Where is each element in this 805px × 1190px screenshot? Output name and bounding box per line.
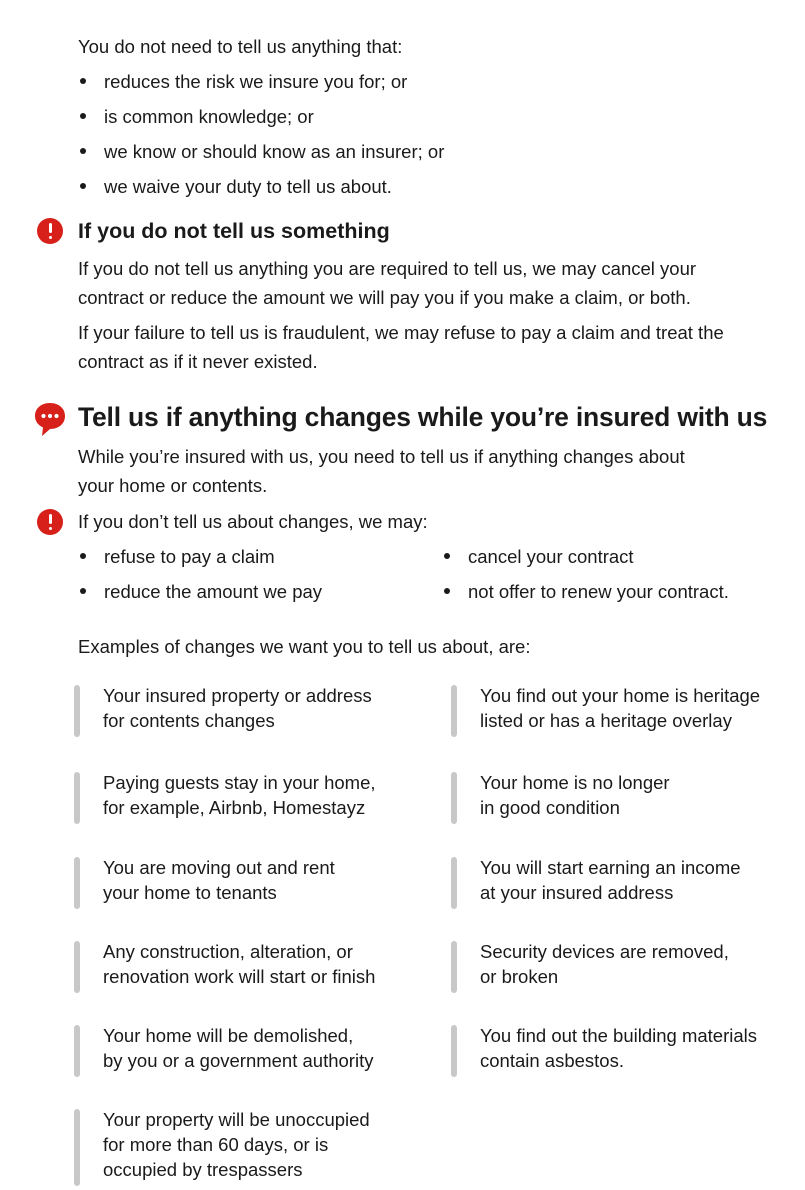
card-bar xyxy=(74,1025,80,1077)
card-bar xyxy=(74,857,80,909)
speech-bubble-icon xyxy=(33,401,67,439)
consequences-list-right xyxy=(442,542,729,612)
exclamation-circle-icon xyxy=(37,509,63,535)
list-item: reduces the risk we insure you for; or xyxy=(78,67,444,102)
example-card: You find out the building materials contain asbestos. xyxy=(451,1023,805,1073)
list-item: cancel your contract xyxy=(442,542,729,577)
changes-warning: If you don’t tell us about changes, we may: xyxy=(78,511,428,532)
card-bar xyxy=(74,685,80,737)
bullet-icon xyxy=(444,553,450,559)
list-item: is common knowledge; or xyxy=(78,102,444,137)
intro-lead: You do not need to tell us anything that: xyxy=(78,36,403,57)
bullet-icon xyxy=(444,588,450,594)
bullet-icon xyxy=(80,113,86,119)
changes-paragraph: While you’re insured with us, you need to tell us if anything changes about your home or contents. xyxy=(78,446,685,496)
list-item: we know or should know as an insurer; or xyxy=(78,137,444,172)
card-bar xyxy=(74,941,80,993)
card-bar xyxy=(451,941,457,993)
list-item: we waive your duty to tell us about. xyxy=(78,172,444,207)
card-bar xyxy=(451,1025,457,1077)
intro-list xyxy=(78,67,444,207)
consequences-list-left xyxy=(78,542,322,612)
example-card: You will start earning an income at your insured address xyxy=(451,855,805,905)
card-bar xyxy=(451,857,457,909)
example-card: Paying guests stay in your home, for example, Airbnb, Homestayz xyxy=(74,770,443,820)
example-card: Security devices are removed, or broken xyxy=(451,939,805,989)
list-item: refuse to pay a claim xyxy=(78,542,322,577)
example-card: Your insured property or address for contents changes xyxy=(74,683,443,733)
not-tell-paragraph-2: If your failure to tell us is fraudulent, we may refuse to pay a claim and treat the contract as if it never existed. xyxy=(78,322,724,372)
example-card: Your home will be demolished, by you or a government authority xyxy=(74,1023,443,1073)
bullet-icon xyxy=(80,148,86,154)
section-heading-changes: Tell us if anything changes while you’re insured with us xyxy=(78,402,768,432)
bullet-icon xyxy=(80,588,86,594)
list-item: reduce the amount we pay xyxy=(78,577,322,612)
section-heading-not-tell: If you do not tell us something xyxy=(78,219,390,243)
example-card: Your property will be unoccupied for more than 60 days, or is occupied by trespassers xyxy=(74,1107,443,1182)
example-card: Your home is no longer in good condition xyxy=(451,770,805,820)
list-item: not offer to renew your contract. xyxy=(442,577,729,612)
not-tell-paragraph-1: If you do not tell us anything you are required to tell us, we may cancel your contract or reduce the amount we will pay you if you make a claim, or both. xyxy=(78,258,697,308)
card-bar xyxy=(451,685,457,737)
bullet-icon xyxy=(80,553,86,559)
exclamation-circle-icon xyxy=(37,218,63,244)
bullet-icon xyxy=(80,78,86,84)
example-card: You find out your home is heritage listed or has a heritage overlay xyxy=(451,683,805,733)
examples-lead: Examples of changes we want you to tell us about, are: xyxy=(78,636,531,657)
example-card: You are moving out and rent your home to tenants xyxy=(74,855,443,905)
card-bar xyxy=(74,1109,80,1186)
example-card: Any construction, alteration, or renovation work will start or finish xyxy=(74,939,443,989)
bullet-icon xyxy=(80,183,86,189)
card-bar xyxy=(451,772,457,824)
card-bar xyxy=(74,772,80,824)
